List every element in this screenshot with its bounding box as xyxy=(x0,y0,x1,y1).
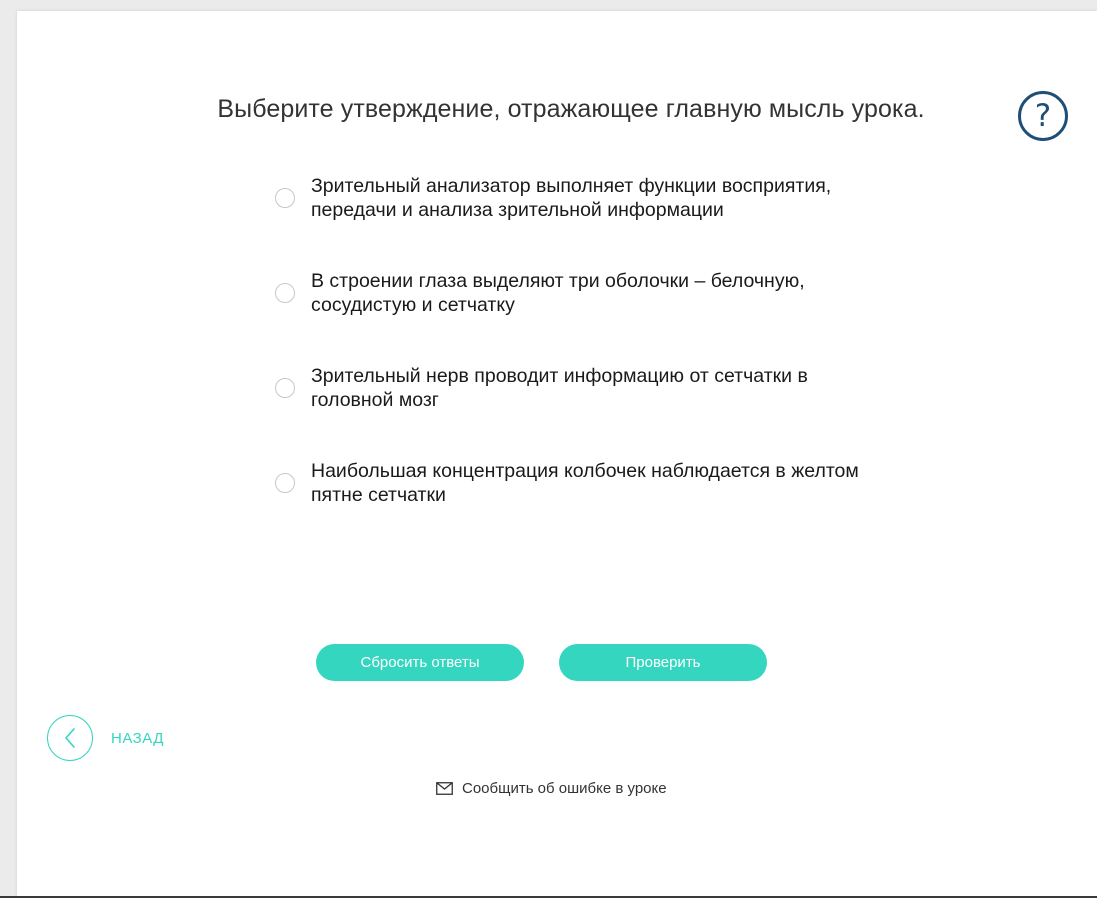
answer-option-label: Наибольшая концентрация колбочек наблюдается в желтом пятне сетчатки xyxy=(311,460,859,506)
help-button[interactable] xyxy=(1018,91,1068,141)
back-label[interactable]: НАЗАД xyxy=(111,729,164,747)
question-circle-icon: ? xyxy=(1034,97,1052,134)
radio-button[interactable] xyxy=(275,188,295,208)
chevron-left-icon xyxy=(63,727,77,749)
answer-option-label: В строении глаза выделяют три оболочки – белочную, сосудистую и сетчатку xyxy=(311,270,805,316)
answer-option[interactable] xyxy=(275,269,871,317)
radio-button[interactable] xyxy=(275,473,295,493)
back-link[interactable] xyxy=(47,715,164,761)
lesson-card xyxy=(17,11,1097,898)
report-error-link[interactable] xyxy=(436,780,667,797)
check-button[interactable]: Проверить xyxy=(559,644,767,681)
answer-option[interactable] xyxy=(275,459,871,507)
back-button[interactable] xyxy=(47,715,93,761)
question-title: Выберите утверждение, отражающее главную мысль урока. xyxy=(217,95,925,123)
report-error-label[interactable]: Сообщить об ошибке в уроке xyxy=(462,780,667,797)
envelope-icon xyxy=(436,782,453,795)
radio-button[interactable] xyxy=(275,283,295,303)
reset-answers-button[interactable]: Сбросить ответы xyxy=(316,644,524,681)
radio-button[interactable] xyxy=(275,378,295,398)
answer-option-label: Зрительный анализатор выполняет функции восприятия, передачи и анализа зрительной информации xyxy=(311,175,832,221)
answer-option-label: Зрительный нерв проводит информацию от сетчатки в головной мозг xyxy=(311,365,808,411)
answer-option[interactable] xyxy=(275,174,871,222)
answer-option[interactable] xyxy=(275,364,871,412)
